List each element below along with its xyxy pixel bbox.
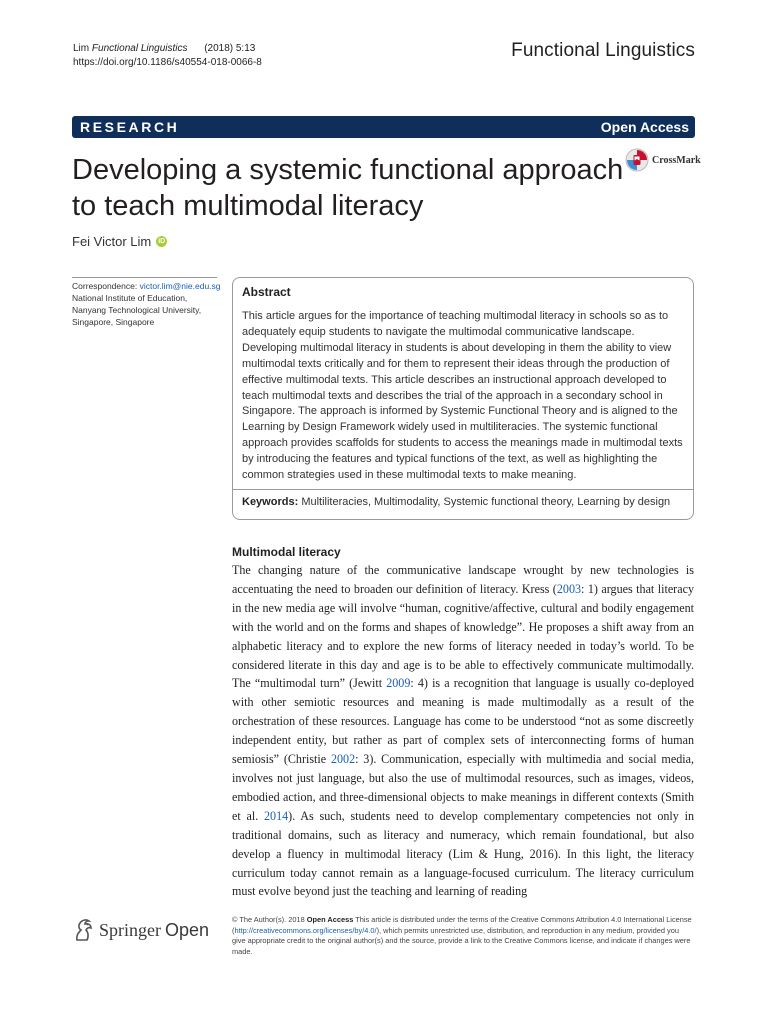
keywords-line: [242, 496, 684, 508]
springer-horse-icon: [73, 918, 95, 942]
abstract-text: This article argues for the importance of teaching multimodal literacy in schools so as to adequately equip students to navigate the multimodal communicative landscape. Developing multimodal literacy in students is about developing in them the ability to view multimodal texts critically and for them to represent their ideas through the production of effective multimodal texts. This article describes an instructional approach developed to teach multimodal texts and describes the trial of the approach in a secondary school in Singapore. The approach is informed by Systemic Functional Theory and is aligned to the Learning by Design Framework widely used in multiliteracies. The systemic functional approach provides scaffolds for students to access the meanings made in multimodal texts by introducing the features and typical functions of the text, as well as highlighting the common strategies used in these multimodal texts to make meaning.: [242, 310, 683, 482]
ref-kress-link[interactable]: 2003: [556, 581, 582, 596]
article-title: Developing a systemic functional approach to teach multimodal literacy: [72, 154, 624, 222]
license-notice: [232, 915, 694, 957]
correspondence-divider: [72, 277, 217, 278]
body-text-4: : 3). Communication, especially with multimedia and social media, involves not just language, but also the use of multimodal resources, such as images, videos, embodied action, and three-dimensional objects to make meanings in different contexts (Smith et al.: [232, 752, 695, 823]
license-text-1: This article is distributed under the terms of the Creative Commons Attribution 4.0 International License (: [232, 915, 692, 935]
body-text-3: : 4) is a recognition that language is usually co-deployed with other semiotic resources and meaning is made multimodally as a result of the orchestration of these resources. Language has come to be understood “not as some discreetly independent entity, but rather as part of complex sets of interconnecting forms of human semiosis” (Christie: [232, 676, 695, 767]
journal-name: Functional Linguistics: [511, 40, 695, 61]
body-text-2: : 1) argues that literacy in the new media age will involve “human, cognitive/affective, cultural and bodily engagement with the world and on the forms and shapes of knowledge”. He proposes a shift away from an alphabetic literacy and to explore the new forms of literacy needed in today’s world. To be considered literate in this day and age is to be able to effectively communicate multimodally. The “multimodal turn” (Jewitt: [232, 581, 694, 691]
abstract-heading: Abstract: [242, 285, 291, 299]
doi-link[interactable]: https://doi.org/10.1186/s40554-018-0066-8: [73, 57, 262, 68]
crossmark-label: CrossMark: [652, 154, 701, 166]
crossmark-badge[interactable]: [625, 148, 701, 172]
keywords-label: Keywords:: [242, 495, 299, 508]
springer-open-word: Open: [165, 919, 210, 940]
crossmark-icon: [625, 148, 649, 172]
article-type-banner: [72, 116, 695, 138]
springer-name: Springer: [99, 919, 161, 940]
abstract-box: [232, 277, 694, 520]
citation-header: [73, 42, 262, 70]
orcid-icon[interactable]: iD: [158, 238, 166, 245]
springer-open-logo: [73, 918, 209, 942]
license-prefix: © The Author(s). 2018: [232, 915, 307, 924]
keywords-list: Multiliteracies, Multimodality, Systemic functional theory, Learning by design: [301, 495, 671, 508]
correspondence-label: Correspondence:: [72, 281, 138, 291]
author-short: Lim: [73, 43, 90, 54]
open-access-label: Open Access: [600, 119, 689, 135]
license-open-access: Open Access: [306, 915, 354, 924]
author-name: Fei Victor Lim: [72, 234, 152, 249]
journal-italic: Functional Linguistics: [91, 43, 188, 54]
body-text-1: The changing nature of the communicative landscape wrought by new technologies is accentuating the need to broaden our definition of literacy. Kress (: [232, 563, 694, 596]
ref-smith-link[interactable]: 2014: [263, 808, 289, 823]
author-line: [72, 234, 167, 249]
section-heading: Multimodal literacy: [232, 545, 341, 559]
keywords-divider: [233, 489, 693, 490]
ref-jewitt-link[interactable]: 2009: [386, 676, 411, 691]
correspondence-email[interactable]: victor.lim@nie.edu.sg: [139, 281, 221, 291]
body-paragraph: [232, 561, 694, 901]
year-volume: (2018) 5:13: [204, 43, 256, 54]
affiliation: National Institute of Education, Nanyang Technological University, Singapore, Singapore: [72, 293, 202, 327]
license-text-2: ), which permits unrestricted use, distribution, and reproduction in any medium, provided you give appropriate credit to the original author(s) and the source, provide a link to the Creative Commons license, and indicate if changes were made.: [232, 925, 691, 956]
body-text-5: ). As such, students need to develop complementary competencies not only in traditional domains, such as literacy and numeracy, which remain foundational, but also develop a fluency in multimodal literacy (Lim & Hung, 2016). In this light, the literacy curriculum today cannot remain as a language-focused curriculum. The literacy curriculum must evolve beyond just the teaching and learning of reading: [232, 808, 694, 899]
citation-line: [73, 42, 262, 56]
license-url-link[interactable]: http://creativecommons.org/licenses/by/4.0/: [234, 925, 377, 935]
correspondence-block: [72, 280, 222, 328]
ref-christie-link[interactable]: 2002: [330, 752, 356, 767]
article-type: RESEARCH: [80, 119, 180, 135]
